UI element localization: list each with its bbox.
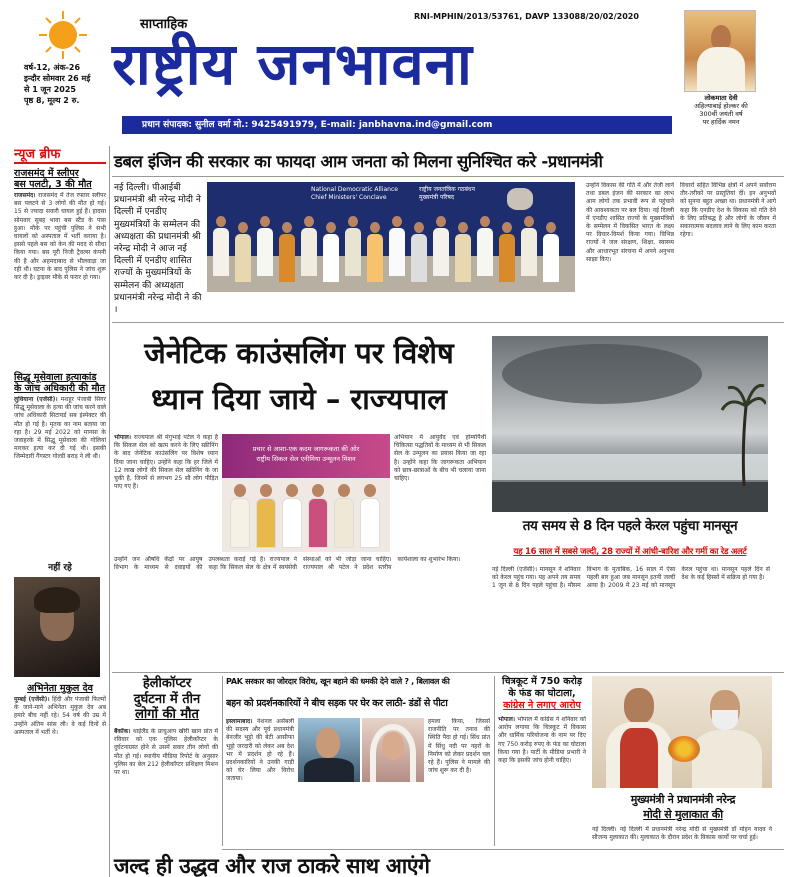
dignitary-figure <box>334 484 354 550</box>
heli-dateline: बैंकॉक। <box>114 728 131 735</box>
column-divider <box>222 676 223 846</box>
head <box>338 484 350 497</box>
heli-text: थाईलैंड के प्राचुआप खीरी खान प्रांत में रविवार को एक पुलिस हेलीकॉप्टर के दुर्घटनाग्रस्त होने से उसमें सवार तीन लोगों की मौत हो गई। स्थानीय मीडिया रिपोर्ट के अनुसार पुलिस का बेल 212 हेलीकॉप्टर प्रशिक्षण मिशन पर था। <box>114 728 218 777</box>
headline-line: राजसमंद में स्लीपर <box>14 168 79 179</box>
banner-line: National Democratic Alliance <box>311 186 398 193</box>
headline-line: के जांच अधिकारी की मौत <box>14 383 106 394</box>
head <box>234 484 246 497</box>
edition-line: से 1 जून 2025 <box>24 85 76 94</box>
genetic-bottom: उन्होंने जन औषधि केंद्रों पर आयुष विभाग के माध्यम से दवाइयों की उपलब्धता कराई गई है। राज्यपाल ने कहा कि सिकल सेल के क्षेत्र में स्वयंसेवी संस्थाओं को भी जोड़ा जाना चाहिए। राज्यपाल श्री पटेल ने प्रदेश स्तरीय कार्यशाला का शुभारंभ किया। <box>114 556 461 572</box>
brief-body <box>14 192 106 364</box>
torso <box>521 228 537 276</box>
torso <box>345 228 361 276</box>
pm-beard <box>712 710 738 730</box>
brief-text: हिंदी और पंजाबी फिल्मों के जाने-माने अभिनेता मुकुल देव अब हमारे बीच नहीं रहे। 54 वर्ष की उम्र में उन्होंने अंतिम सांस ली। वे कई दिनों से अस्पताल में भर्ती थे। <box>14 696 106 736</box>
person-figure <box>301 216 317 280</box>
brief-body <box>14 396 106 552</box>
torso <box>360 498 380 548</box>
shore-rocks <box>492 482 768 512</box>
torso <box>230 498 250 548</box>
headline-line: मोदी से मुलाकात की <box>643 808 723 821</box>
people-group <box>213 216 569 286</box>
headline-line: चित्रकूट में 750 करोड़ <box>502 676 582 687</box>
man-suit <box>304 758 354 782</box>
torso <box>455 234 471 282</box>
torso <box>477 228 493 276</box>
chitrakoot-subhead: कांग्रेस ने लगाए आरोप <box>503 700 581 711</box>
rule <box>222 849 784 850</box>
chitrakoot-body <box>498 716 586 846</box>
edition-info <box>24 62 110 106</box>
person-figure <box>213 216 229 280</box>
brief-dateline: मुम्बई (एजेंसी)। <box>14 696 50 703</box>
genetic-text: राज्यपाल श्री मंगुभाई पटेल ने कहा है कि सिकल सेल को खत्म करने के लिए स्क्रीनिंग के बाद जेनेटिक काउंसलिंग पर विशेष ध्यान दिया जाना चाहिए। उन्होंने कहा कि हर जिले में 12 लाख लोगों की सिकल सेल स्क्रीनिंग के जा चुकी है, जिनमें से लगभग 25 सौ लोग पीड़ित पाए गए हैं। <box>114 434 218 491</box>
editor-line: प्रधान संपादक: सुनील वर्मा मो.: 9425491979, E-mail: janbhavna.ind@gmail.com <box>142 120 493 130</box>
brief-text: राजसमंद में तेज रफ्तार स्लीपर बस पलटने से 3 लोगों की मौत हो गई। 15 से ज्यादा सवारी घायल हुई हैं। हादसा सोमवार सुबह भावा बस स्टैंड के पास हुआ। मौके पर पहुंची पुलिस ने सभी घायलों को अस्पताल में भर्ती कराया है। इससे पहले बस को केन की मदद से सीधा किया गया। बस पूरी निजी ट्रैवल्स कंपनी की है और अहमदाबाद से भीलवाड़ा जा रही थी। घटना के बाद पुलिस ने जांच शुरू कर दी है। ड्राइवर मौके से फरार हो गया। <box>14 192 106 282</box>
newspaper-title: राष्ट्रीय जनभावना <box>112 30 473 98</box>
person-figure <box>455 222 471 286</box>
column-divider <box>109 146 110 877</box>
genetic-headline <box>114 330 484 422</box>
torso <box>256 498 276 548</box>
brief-text: मशहूर पंजाबी सिंगर सिद्धू मूसेवाला के हत्या की जांच करने वाले जांच अधिकारी सिटायर्ड सब इंस्पेक्टर की मौत हो गई है। मृतक का नाम बताया जा रहा है। 29 मई 2022 को मानसा के जवाहरके में सिद्धू मूसेवाला की गोलियां मारकर हत्या कर दी गई थी। इसकी जिम्मेदारी गैंगस्टर गोल्डी बराड़ ने ली थी। <box>14 396 106 461</box>
heli-headline <box>114 676 220 723</box>
portrait-caption <box>676 94 766 126</box>
lead-col3: उन्होंने विकास की गति में और तेजी लाने तथा डबल इंजन की सरकार का लाभ आम लोगों तक प्रभावी रूप से पहुंचाने की आवश्यकता पर बल दिया। नई दिल्ली में एनडीए शासित राज्यों के मुख्यमंत्रियों के सम्मेलन में विकसित भारत के लक्ष्य पर विचार-विमर्श किया गया। विभिन्न राज्यों ने जल संरक्षण, शिक्षा, स्वास्थ्य और आधारभूत संरचना में अपने अनुभव साझा किए। <box>586 182 674 263</box>
cm-face <box>624 688 654 724</box>
torso <box>367 234 383 282</box>
editor-bar <box>122 116 672 134</box>
cm-pm-photo <box>592 676 772 788</box>
person-figure <box>499 222 515 286</box>
sidebar-header <box>14 146 106 164</box>
rule <box>112 322 784 323</box>
brief-headline <box>14 168 106 190</box>
banner-line: राष्ट्रीय जनतांत्रिक गठबंधन <box>419 186 475 193</box>
edition-line: पृष्ठ 8, मूल्य 2 रु. <box>24 96 80 105</box>
brief-headline <box>14 372 106 394</box>
headline-line: मुख्यमंत्री ने प्रधानमंत्री नरेन्द्र <box>630 793 736 806</box>
head <box>392 216 402 227</box>
lead-headline: डबल इंजिन की सरकार का फायदा आम जनता को मिलना सुनिश्चित करे -प्रधानमंत्री <box>114 152 603 171</box>
person-figure <box>345 216 361 280</box>
registration-number: RNI-MPHIN/2013/53761, DAVP 133088/20/02/2020 <box>414 12 639 21</box>
dignitaries-group <box>230 484 382 550</box>
cm-body: नई दिल्ली। नई दिल्ली में प्रधानमंत्री नरेन्द्र मोदी से मुख्यमंत्री डॉ मोहन यादव ने सौजन्य मुलाकात की। मुलाकात के दौरान प्रदेश के विकास कार्यों पर चर्चा हुई। <box>592 826 772 842</box>
conclave-banner <box>311 186 411 202</box>
portrait-photo <box>684 10 756 92</box>
brief-dateline: लुधियाना (एजेंसी)। <box>14 396 58 403</box>
dignitary-figure <box>360 484 380 550</box>
headline-line: सिद्धू मूसेवाला हत्याकांड <box>14 372 97 383</box>
person-figure <box>257 216 273 280</box>
torso <box>235 234 251 282</box>
monsoon-photo <box>492 336 768 512</box>
event-banner <box>222 434 390 478</box>
rule <box>112 672 784 673</box>
obituary-headline: अभिनेता मुकुल देव <box>27 683 93 694</box>
rule <box>112 176 784 177</box>
sidebar-header-text: न्यूज ब्रीफ <box>14 147 61 162</box>
head <box>286 484 298 497</box>
actor-hair <box>34 587 80 613</box>
torso <box>279 234 295 282</box>
headline-line: के फंड का घोटाला, <box>508 688 576 699</box>
pak-dateline: इस्लामाबाद। <box>226 718 253 725</box>
genetic-photo <box>222 434 390 552</box>
head <box>348 216 358 227</box>
head <box>524 216 534 227</box>
caption-line: 300वीं जयंती वर्ष <box>699 110 743 118</box>
sun-icon <box>38 10 88 60</box>
banner-line: Chief Ministers' Conclave <box>311 194 387 201</box>
monsoon-headline: तय समय से 8 दिन पहले केरल पहुंचा मानसून <box>522 518 738 534</box>
lead-col4: विचारों सहित विभिन्न क्षेत्रों में अपने सर्वोत्तम तौर-तरीकों पर प्रस्तुतियां दीं। इन अनुभवों को सुनना बहुत अच्छा था। प्रधानमंत्री ने आगे कहा कि एनडीए देश के विकास को गति देने के लिए प्रतिबद्ध है और लोगों के जीवन में सकारात्मक बदलाव लाने के लिए काम करता रहेगा। <box>680 182 776 239</box>
woman-dupatta <box>370 724 416 782</box>
torso <box>433 228 449 276</box>
chitrakoot-dateline: भोपाल। <box>498 716 516 723</box>
palm-tree-icon <box>720 376 766 486</box>
man-face <box>316 728 340 758</box>
cm-vest <box>620 728 658 788</box>
head <box>260 484 272 497</box>
monsoon-subhead: यह 16 साल में सबसे जल्दी, 28 राज्यों में आंधी-बारिश और गर्मी का रेड अलर्ट <box>513 547 747 557</box>
headline-line: लोगों की मौत <box>135 707 199 722</box>
headline-line: ध्यान दिया जाये – राज्यपाल <box>151 382 447 416</box>
head <box>282 222 292 233</box>
banner-line: राष्ट्रीय सिकल सेल एनीमिया उन्मूलन मिशन <box>256 455 356 463</box>
head <box>436 216 446 227</box>
brief-body <box>14 696 106 737</box>
caption-line: अहिल्याबाई होल्कर की <box>694 102 748 110</box>
person-figure <box>389 216 405 280</box>
monsoon-body: नई दिल्ली (एजेंसी)। मानसून ने शनिवार को केरल पहुंच गया। यह अपने तय समय 1 जून से 8 दिन पहले पहुंचा है। मौसम विभाग के मुताबिक, 16 साल में ऐसा पहली बार हुआ जब मानसून इतनी जल्दी आया है। 2009 में 23 मई को मानसून केरल पहुंचा था। मानसून पहले दिन से देश के कई हिस्सों में सक्रिय हो गया है। <box>492 566 770 590</box>
pm-body <box>692 730 762 788</box>
caption-line: पर हार्दिक नमन <box>702 118 740 126</box>
head <box>260 216 270 227</box>
torso <box>308 498 328 548</box>
person-figure <box>367 222 383 286</box>
edition-line: इन्दौर सोमवार 26 मई <box>24 74 91 83</box>
portrait-shawl <box>697 47 745 92</box>
head <box>364 484 376 497</box>
head <box>370 222 380 233</box>
torso <box>323 234 339 282</box>
head <box>304 216 314 227</box>
head <box>326 222 336 233</box>
head <box>480 216 490 227</box>
headline-line: जेनेटिक काउंसलिंग पर विशेष <box>144 336 454 370</box>
genetic-col1 <box>114 434 218 552</box>
person-figure <box>477 216 493 280</box>
person-figure <box>235 222 251 286</box>
headline-line: दुर्घटना में तीन <box>133 691 201 707</box>
bouquet <box>668 736 700 762</box>
obituary-kicker: नहीं रहे <box>48 563 72 573</box>
torso <box>282 498 302 548</box>
dignitary-figure <box>282 484 302 550</box>
person-figure <box>411 222 427 286</box>
genetic-col2: अभियान में आयुर्वेद एवं होम्योपैथी चिकित्सा पद्धतियों के माध्यम से भी सिकल सेल के उन्मूलन का प्रयास किया जा रहा है। उन्होंने कहा कि जागरूकता अभियान को छात्र-छात्राओं के बीच भी चलाया जाना चाहिए। <box>394 434 486 483</box>
weekly-label: साप्ताहिक <box>140 17 188 32</box>
torso <box>301 228 317 276</box>
lead-intro: नई दिल्ली। पीआईबी प्रधानमंत्री श्री नरेन्द्र मोदी ने दिल्ली में एनडीए मुख्यमंत्रियों के सम्मेलन की अध्यक्षता की प्रधानमंत्री श्री नरेन्द्र मोदी ने आज नई दिल्ली में एनडीए शासित राज्यों के मुख्यमंत्रियों के सम्मेलन की अध्यक्षता प्रधानमंत्री नरेन्द्र मोदी ने की । <box>114 183 202 316</box>
brief-dateline: राजसमंद। <box>14 192 36 199</box>
chitrakoot-headline <box>498 676 586 712</box>
person-figure <box>279 222 295 286</box>
pak-body <box>226 718 294 846</box>
head <box>546 222 556 233</box>
storm-cloud <box>502 344 702 404</box>
cm-headline <box>590 792 776 822</box>
edition-line: वर्ष-12, अंक-26 <box>24 63 81 72</box>
pak-photo-woman <box>362 718 424 782</box>
torso <box>334 498 354 548</box>
person-figure <box>323 222 339 286</box>
banner-line: प्रचार से आशा-एक कदम जागरूकता की ओर <box>252 445 360 453</box>
head <box>312 484 324 497</box>
chitrakoot-text: भोपाल में कांग्रेस ने शनिवार को आरोप लगाया कि चित्रकूट में विकास और धार्मिक परियोजना के नाम पर दिए गए 750 करोड़ रुपए के फंड का घोटाला किया गया है। पार्टी के मीडिया प्रभारी ने कहा कि इसकी जांच होनी चाहिए। <box>498 716 586 765</box>
lead-photo <box>207 182 575 292</box>
dignitary-figure <box>256 484 276 550</box>
pak-kicker: PAK सरकार का जोरदार विरोध, खून बहाने की धमकी देने वाले ? , बिलावल की <box>226 677 450 686</box>
person-figure <box>433 216 449 280</box>
genetic-dateline: भोपाल। <box>114 434 132 441</box>
sidebar-news-brief <box>14 146 106 877</box>
torso <box>257 228 273 276</box>
column-divider <box>494 676 495 846</box>
head <box>238 222 248 233</box>
torso <box>213 228 229 276</box>
torso <box>389 228 405 276</box>
masthead <box>0 0 787 140</box>
pak-headline: बहन को प्रदर्शनकारियों ने बीच सड़क पर घेर कर लाठी- डंडों से पीटा <box>226 698 448 709</box>
conclave-banner-hindi <box>419 186 509 202</box>
torso <box>543 234 559 282</box>
headline-line: हेलीकॉप्टर <box>142 676 192 691</box>
dignitary-figure <box>230 484 250 550</box>
pak-photo-man <box>298 718 360 782</box>
headline-line: बस पलटी, 3 की मौत <box>14 179 92 190</box>
torso <box>499 234 515 282</box>
caption-line: लोकमाता देवी <box>704 94 738 102</box>
bottom-headline: जल्द ही उद्धव और राज ठाकरे साथ आएंगे <box>114 854 430 877</box>
head <box>216 216 226 227</box>
pak-body2: हमला किया, जिससे राजनीति पर तनाव की स्थिति पैदा हो गई। सिंध प्रांत में सिंधु नदी पर नहरों के निर्माण को लेकर प्रदर्शन चल रहे हैं। पुलिस ने मामले की जांच शुरू कर दी है। <box>428 718 490 775</box>
torso <box>411 234 427 282</box>
head <box>458 222 468 233</box>
person-figure <box>543 222 559 286</box>
person-figure <box>521 216 537 280</box>
head <box>502 222 512 233</box>
pm-portrait <box>507 188 533 210</box>
actor-photo <box>14 577 100 677</box>
head <box>414 222 424 233</box>
pak-text: नेशनल असेंबली की सदस्य और पूर्व प्रधानमंत्री बेनजीर भुट्टो की बेटी आसीफा भुट्टो जरदारी को लेकर अब देश भर में प्रदर्शन हो रहे हैं। प्रदर्शनकारियों ने उनकी गाड़ी को घेर लिया और विरोध जताया। <box>226 718 294 783</box>
dignitary-figure <box>308 484 328 550</box>
banner-line: मुख्यमंत्री परिषद <box>419 194 455 201</box>
